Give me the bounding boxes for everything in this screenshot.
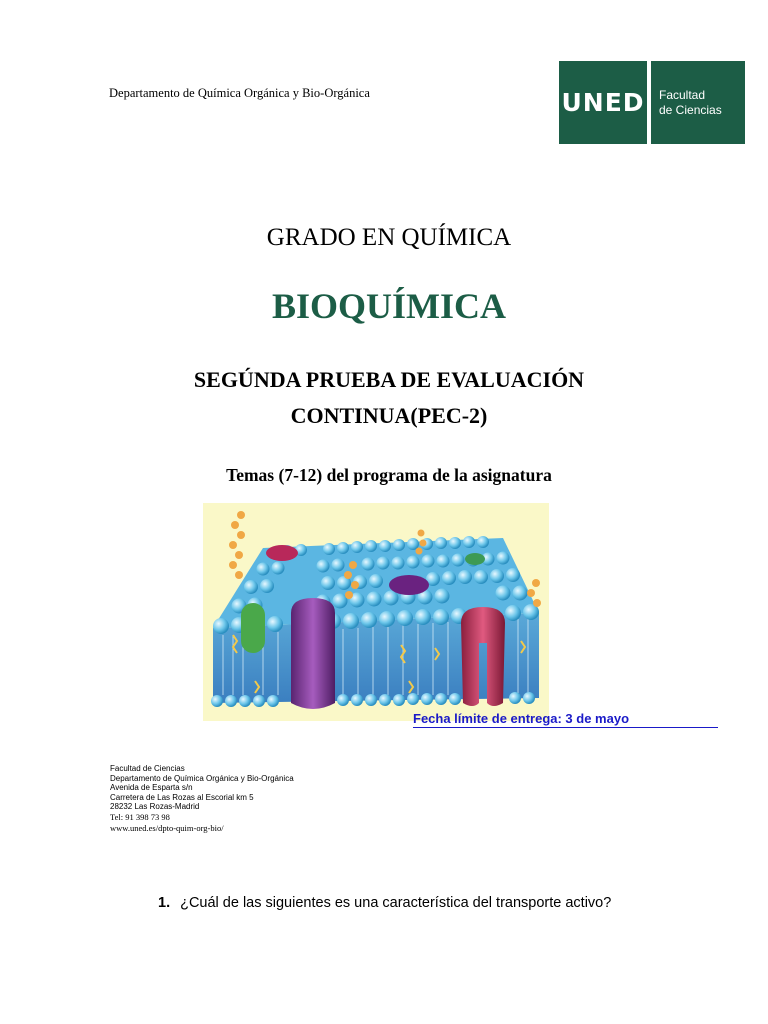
logo-faculty-line1: Facultad [659, 87, 706, 102]
logo-faculty-box [651, 61, 745, 144]
protein-green [241, 603, 265, 653]
protein-top-green [465, 553, 485, 565]
address-web: www.uned.es/dpto-quim-org-bio/ [110, 822, 224, 833]
address-line4: Carretera de Las Rozas al Escorial km 5 [110, 792, 254, 802]
logo-faculty-line2: de Ciencias [659, 102, 722, 117]
degree-title: GRADO EN QUÍMICA [266, 224, 512, 251]
logo-brand: UNED [561, 88, 645, 117]
exam-title-line1: SEGÚNDA PRUEBA DE EVALUACIÓN [193, 367, 585, 392]
question-number: 1. [158, 895, 171, 911]
question-text: ¿Cuál de las siguientes es una característica del transporte activo? [180, 895, 612, 911]
protein-top-pink [266, 545, 298, 561]
address-line2: Departamento de Química Orgánica y Bio-Orgánica [110, 773, 294, 783]
question-1 [158, 895, 611, 911]
uned-logo [559, 61, 745, 144]
address-block [110, 764, 294, 834]
address-phone: Tel: 91 398 73 98 [110, 811, 170, 822]
protein-top-purple [389, 575, 429, 595]
protein-purple [291, 598, 335, 709]
address-line3: Avenida de Esparta s/n [110, 783, 193, 792]
exam-title-line2: CONTINUA(PEC-2) [290, 403, 488, 428]
address-line5: 28232 Las Rozas-Madrid [110, 802, 200, 811]
cell-membrane-illustration [203, 503, 549, 721]
department-header: Departamento de Química Orgánica y Bio-Orgánica [109, 86, 370, 100]
membrane-svg [203, 503, 549, 721]
logo-brand-box [559, 61, 647, 144]
subject-title: BIOQUÍMICA [271, 286, 507, 326]
address-line1: Facultad de Ciencias [110, 764, 185, 773]
exam-title [0, 362, 768, 434]
topics-subtitle: Temas (7-12) del programa de la asignatura [226, 465, 552, 485]
deadline-text: Fecha límite de entrega: 3 de mayo [413, 711, 718, 728]
